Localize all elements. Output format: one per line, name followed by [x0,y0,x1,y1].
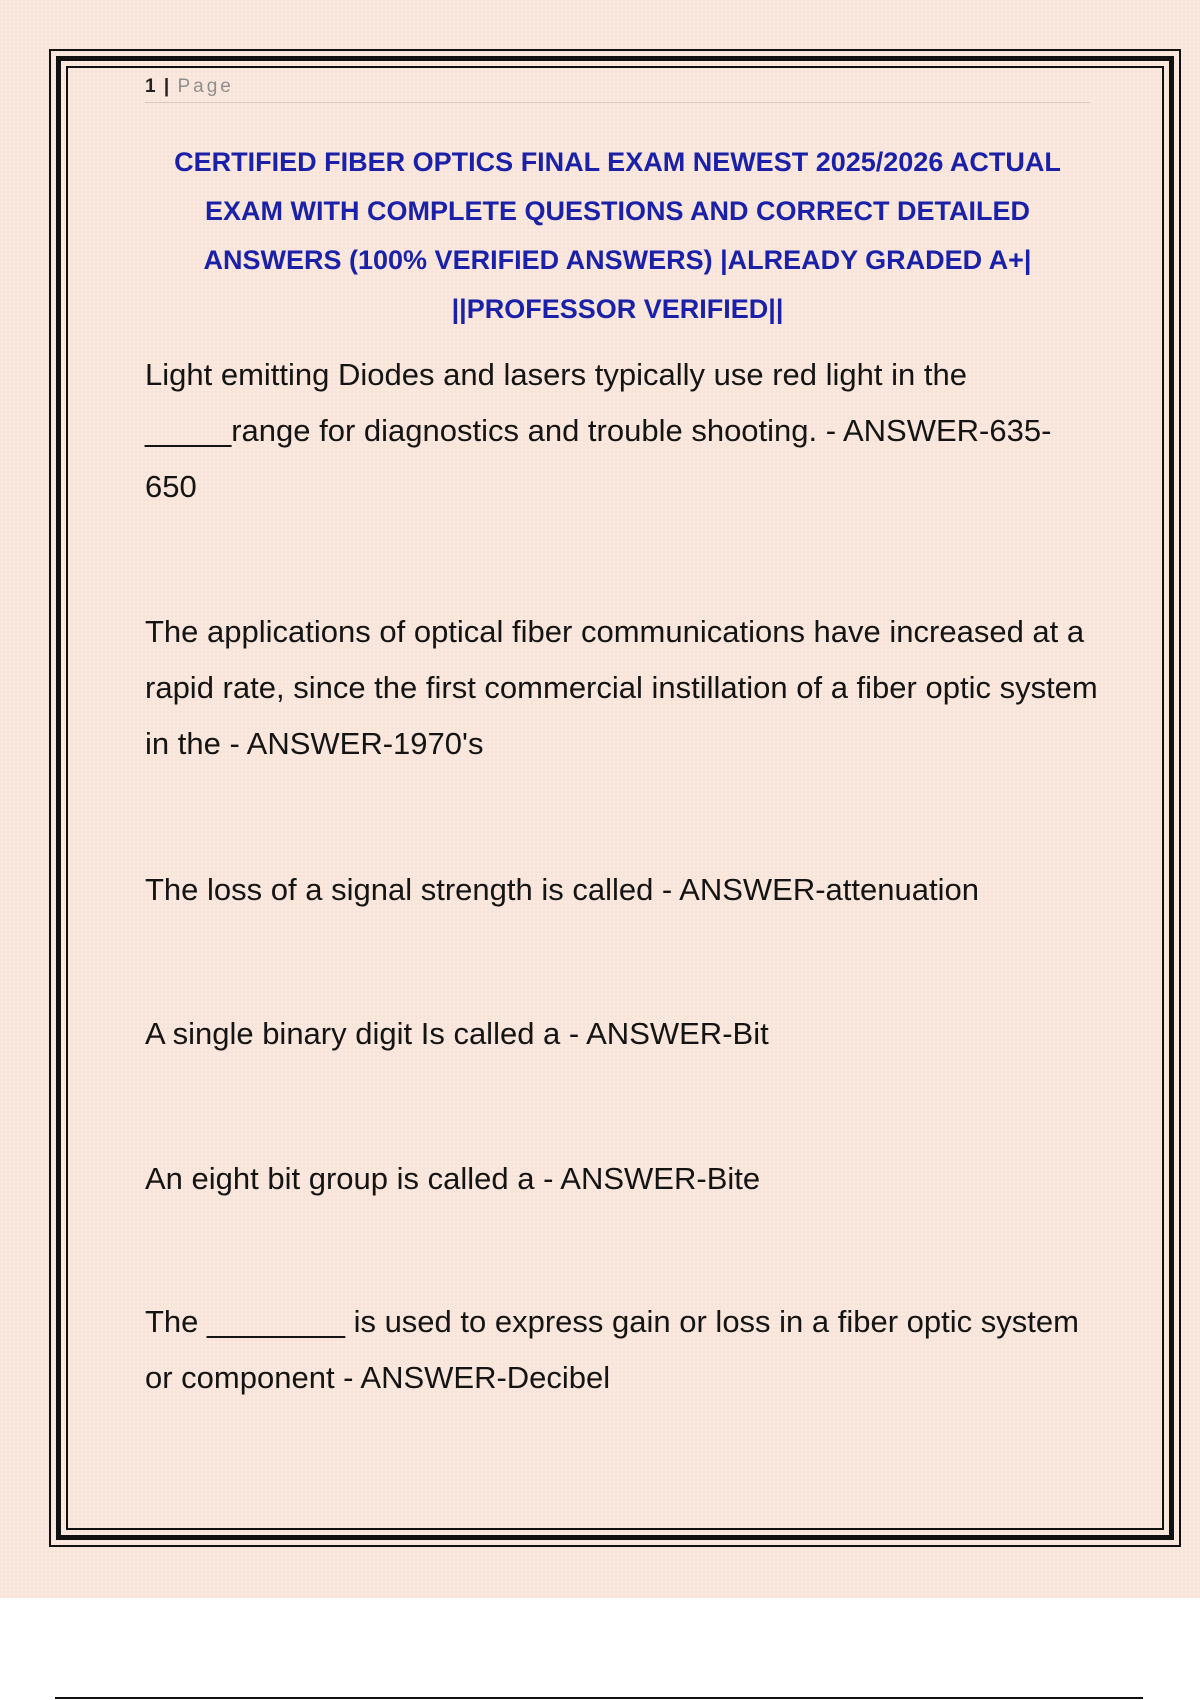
page-label: Page [177,76,234,97]
question-item: The applications of optical fiber communications have increased at a rapid rate, since the first commercial instillation of a fiber optic system in the - ANSWER-1970's [145,614,1098,761]
header-separator: | [163,76,170,97]
bottom-divider [55,1697,1143,1699]
question-item: Light emitting Diodes and lasers typically use red light in the _____range for diagnostics and trouble shooting. - ANSWER-635-650 [145,357,1052,504]
question-item: An eight bit group is called a - ANSWER-Bite [145,1161,761,1196]
question-item: The loss of a signal strength is called - ANSWER-attenuation [145,872,979,907]
page-header [145,74,1090,103]
document-title: CERTIFIED FIBER OPTICS FINAL EXAM NEWEST 2025/2026 ACTUAL EXAM WITH COMPLETE QUESTIONS AND CORRECT DETAILED ANSWERS (100% VERIFIED ANSWERS) |ALREADY GRADED A+| ||PROFESSOR VERIFIED|| [174,147,1061,324]
question-item: A single binary digit Is called a - ANSWER-Bit [145,1016,769,1051]
question-item: The ________ is used to express gain or loss in a fiber optic system or component - ANSWER-Decibel [145,1304,1079,1395]
page-number: 1 [145,76,156,97]
